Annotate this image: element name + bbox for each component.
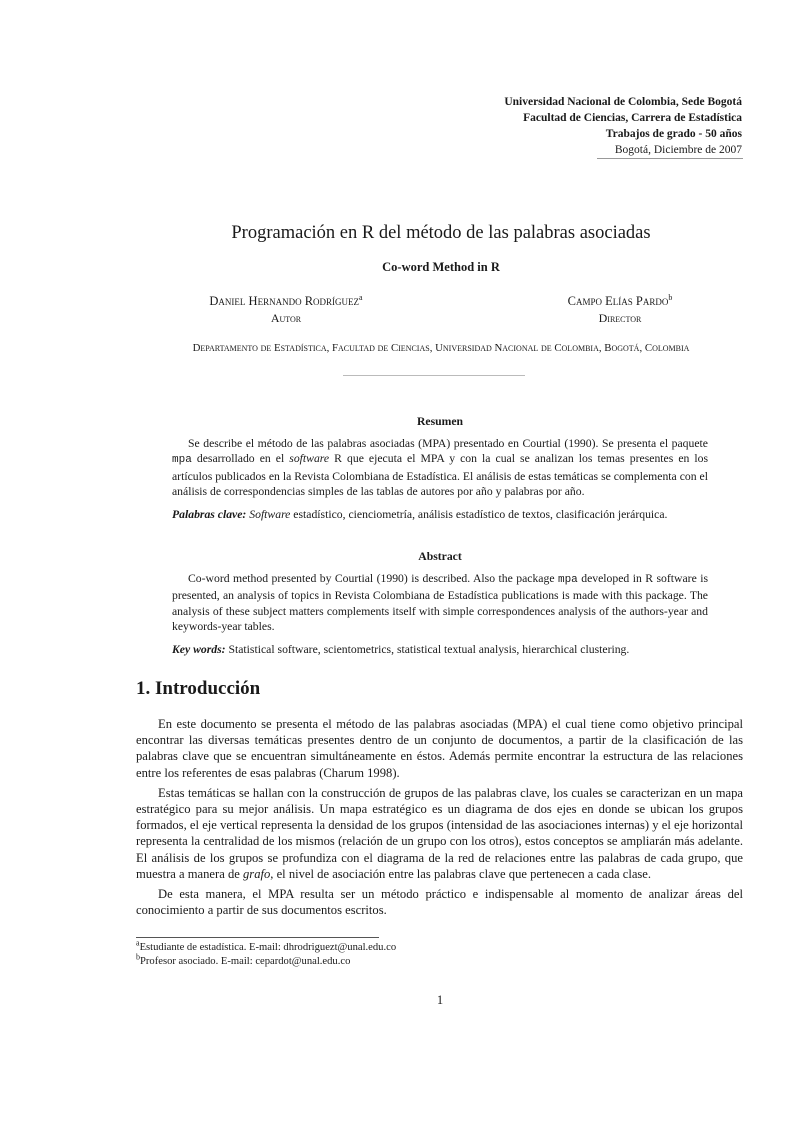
resumen-keywords: Palabras clave: Software estadístico, cienciometría, análisis estadístico de textos, clasificación jerárquica. bbox=[172, 507, 668, 521]
abstract-heading: Abstract bbox=[418, 550, 462, 563]
header-rule bbox=[597, 158, 743, 159]
abstract-section bbox=[172, 549, 708, 658]
author-mark-1: a bbox=[359, 292, 363, 302]
footnote-1: $^a$Estudiante de estadística. E-mail: dhrodriguezt@unal.edu.co bbox=[136, 938, 397, 953]
header-university: Universidad Nacional de Colombia, Sede Bogotá bbox=[504, 96, 742, 108]
author-name-2: Campo Elías Pardo$^b$ bbox=[567, 292, 673, 308]
header-faculty: Facultad de Ciencias, Carrera de Estadística bbox=[523, 112, 742, 124]
resumen-keywords-label: Palabras clave: bbox=[172, 507, 247, 521]
abstract-keywords-label: Key words: bbox=[172, 642, 226, 656]
abstract-keywords: Key words: Statistical software, scientometrics, statistical textual analysis, hierarchical clustering. bbox=[172, 642, 630, 656]
title-divider bbox=[343, 375, 525, 376]
header-series: Trabajos de grado - 50 años bbox=[605, 128, 742, 140]
intro-paragraph-2: Estas temáticas se hallan con la construcción de grupos de las palabras clave, los cuales se caracterizan en un mapa estratégico para su mejor análisis. Un mapa estratégico es un diagrama de dos ejes en donde se ubican los grupos formados, el eje vertical representa la densidad de los grupos (intensidad de las asociaciones internas) y el eje horizontal representa la centralidad de los mismos (relación de un grupo con los otros), estos conceptos se ampliarán más adelante. El análisis de los grupos se profundiza con el diagrama de la red de relaciones entre las palabras de cada grupo, que muestra a manera de grafo, el nivel de asociación entre las palabras clave que pertenecen a cada clase. bbox=[136, 785, 743, 881]
affiliation: Departamento de Estadística, Facultad de Ciencias, Universidad Nacional de Colombia, Bogotá, Colombia bbox=[192, 342, 690, 354]
abstract-package-name: mpa bbox=[557, 573, 578, 586]
author-name-1: Daniel Hernando Rodríguez$^a$ bbox=[209, 292, 363, 308]
intro-paragraph-3: De esta manera, el MPA resulta ser un método práctico e indispensable al momento de analizar áreas del conocimiento a partir de sus documentos escritos. bbox=[136, 887, 743, 918]
paper-subtitle: Co-word Method in R bbox=[382, 260, 500, 274]
footnote-2: $^b$Profesor asociado. E-mail: cepardot@unal.edu.co bbox=[136, 952, 351, 967]
resumen-heading: Resumen bbox=[416, 415, 464, 428]
author-role-1: Autor bbox=[270, 311, 302, 325]
author-mark-2: b bbox=[668, 292, 673, 302]
footnotes bbox=[136, 938, 397, 969]
footnote-rule bbox=[136, 937, 379, 938]
resumen-body: Se describe el método de las palabras asociadas (MPA) presentado en Courtial (1990). Se presenta el paquete mpa desarrollado en el software R que ejecuta el MPA y con la cual se analizan los temas presentes en los artículos publicados en la Revista Colombiana de Estadística. El análisis de estas temáticas se complementa con el análisis de correspondencias simples de las tablas de autores por año y palabras por año. bbox=[172, 436, 709, 499]
author-block-1 bbox=[136, 293, 436, 327]
header-place-date: Bogotá, Diciembre de 2007 bbox=[614, 144, 742, 156]
abstract-body: Co-word method presented by Courtial (1990) is described. Also the package mpa developed in R software is presented, an analysis of topics in Revista Colombiana de Estadística publications is made with this package. The analysis of these subject matters complements itself with simple correspondences analysis of the authors-year and keywords-year tables. bbox=[172, 571, 708, 634]
author-role-2: Director bbox=[598, 311, 642, 325]
section-body bbox=[136, 716, 743, 918]
paper-title: Programación en R del método de las palabras asociadas bbox=[231, 223, 651, 243]
page-number: 1 bbox=[436, 993, 444, 1007]
intro-paragraph-1: En este documento se presenta el método de las palabras asociadas (MPA) el cual tiene como objetivo principal encontrar las diversas temáticas presentes dentro de un conjunto de documentos, a partir de la clasificación de las palabras clave que se encuentran simultáneamente en éstos. Además permite encontrar la estructura de las relaciones entre los referentes de esas palabras (Charum 1998). bbox=[136, 717, 743, 780]
resumen-section bbox=[172, 414, 708, 523]
section-heading: 1. Introducción bbox=[136, 678, 261, 699]
author-block-2 bbox=[470, 293, 770, 327]
resumen-package-name: mpa bbox=[172, 454, 192, 467]
journal-header bbox=[504, 94, 742, 158]
